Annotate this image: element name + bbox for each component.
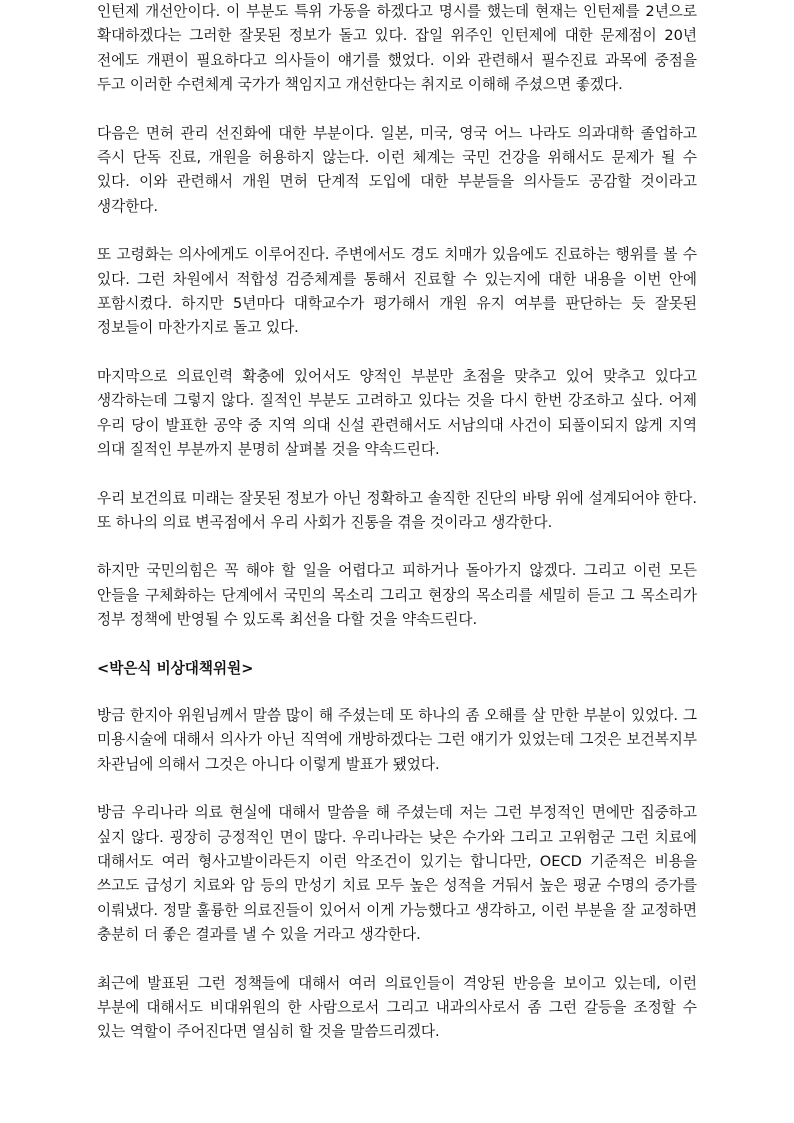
paragraph-healthcare-future: 우리 보건의료 미래는 잘못된 정보가 아닌 정확하고 솔직한 진단의 바탕 위에 설계되어야 한다. 또 하나의 의료 변곡점에서 우리 사회가 진통을 겪을 것이라고 생각한다. <box>97 489 697 531</box>
paragraph-intern-system: 인턴제 개선안이다. 이 부분도 특위 가동을 하겠다고 명시를 했는데 현재는 인턴제를 2년으로 확대하겠다는 그러한 잘못된 정보가 돌고 있다. 잡일 위주인 인턴제에 대한 문제점이 20년 전에도 개편이 필요하다고 의사들이 얘기를 했었다. 이와 관련해서 필수진료 과목에 중점을 두고 이러한 수련체계 국가가 책임지고 개선한다는 취지로 이해해 주셨으면 좋겠다. <box>97 3 697 94</box>
document-page <box>97 0 697 1069</box>
speaker-heading: <박은식 비상대책위원> <box>97 659 254 677</box>
paragraph-cosmetic-procedures: 방금 한지아 위원님께서 말씀 많이 해 주셨는데 또 하나의 좀 오해를 살 만한 부분이 있었다. 그 미용시술에 대해서 의사가 아닌 직역에 개방하겠다는 그런 얘기가 있었는데 그것은 보건복지부 차관님에 의해서 그것은 아니다 이렇게 발표가 됐었다. <box>97 706 697 773</box>
paragraph-workforce-expansion: 마지막으로 의료인력 확충에 있어서도 양적인 부분만 초점을 맞추고 있어 맞추고 있다고 생각하는데 그렇지 않다. 질적인 부분도 고려하고 있다는 것을 다시 한번 강조하고 싶다. 어제 우리 당이 발표한 공약 중 지역 의대 신설 관련해서도 서남의대 사건이 되풀이되지 않게 지역 의대 질적인 부분까지 분명히 살펴볼 것을 약속드린다. <box>97 367 697 459</box>
paragraph-license-management: 다음은 면허 관리 선진화에 대한 부분이다. 일본, 미국, 영국 어느 나라도 의과대학 졸업하고 즉시 단독 진료, 개원을 허용하지 않는다. 이런 체계는 국민 건강을 위해서도 문제가 될 수 있다. 이와 관련해서 개원 면허 단계적 도입에 대한 부분들을 의사들도 공감할 것이라고 생각한다. <box>97 124 697 215</box>
paragraph-conflict-mediation: 최근에 발표된 그런 정책들에 대해서 여러 의료인들이 격앙된 반응을 보이고 있는데, 이런 부분에 대해서도 비대위원의 한 사람으로서 그리고 내과의사로서 좀 그런 갈등을 조정할 수 있는 역할이 주어진다면 열심히 할 것을 말씀드리겠다. <box>97 974 697 1041</box>
paragraph-party-commitment: 하지만 국민의힘은 꼭 해야 할 일을 어렵다고 피하거나 돌아가지 않겠다. 그리고 이런 모든 안들을 구체화하는 단계에서 국민의 목소리 그리고 현장의 목소리를 세밀히 듣고 그 목소리가 정부 정책에 반영될 수 있도록 최선을 다할 것을 약속드린다. <box>97 562 697 629</box>
paragraph-aging-doctors: 또 고령화는 의사에게도 이루어진다. 주변에서도 경도 치매가 있음에도 진료하는 행위를 볼 수 있다. 그런 차원에서 적합성 검증체계를 통해서 진료할 수 있는지에 대한 내용을 이번 안에 포함시켰다. 하지만 5년마다 대학교수가 평가해서 개원 유지 여부를 판단하는 듯 잘못된 정보들이 마찬가지로 돌고 있다. <box>97 246 697 337</box>
paragraph-medical-reality: 방금 우리나라 의료 현실에 대해서 말씀을 해 주셨는데 저는 그런 부정적인 면에만 집중하고 싶지 않다. 굉장히 긍정적인 면이 많다. 우리나라는 낮은 수가와 그리고 고위험군 그런 치료에 대해서도 여러 형사고발이라든지 이런 악조건이 있기는 합니다만, OECD 기준적은 비용을 쓰고도 급성기 치료와 암 등의 만성기 치료 모두 높은 성적을 거둬서 높은 평균 수명의 증가를 이뤄냈다. 정말 훌륭한 의료진들이 있어서 이게 가능했다고 생각하고, 이런 부분을 잘 교정하면 충분히 더 좋은 결과를 낼 수 있을 거라고 생각한다. <box>97 804 697 944</box>
